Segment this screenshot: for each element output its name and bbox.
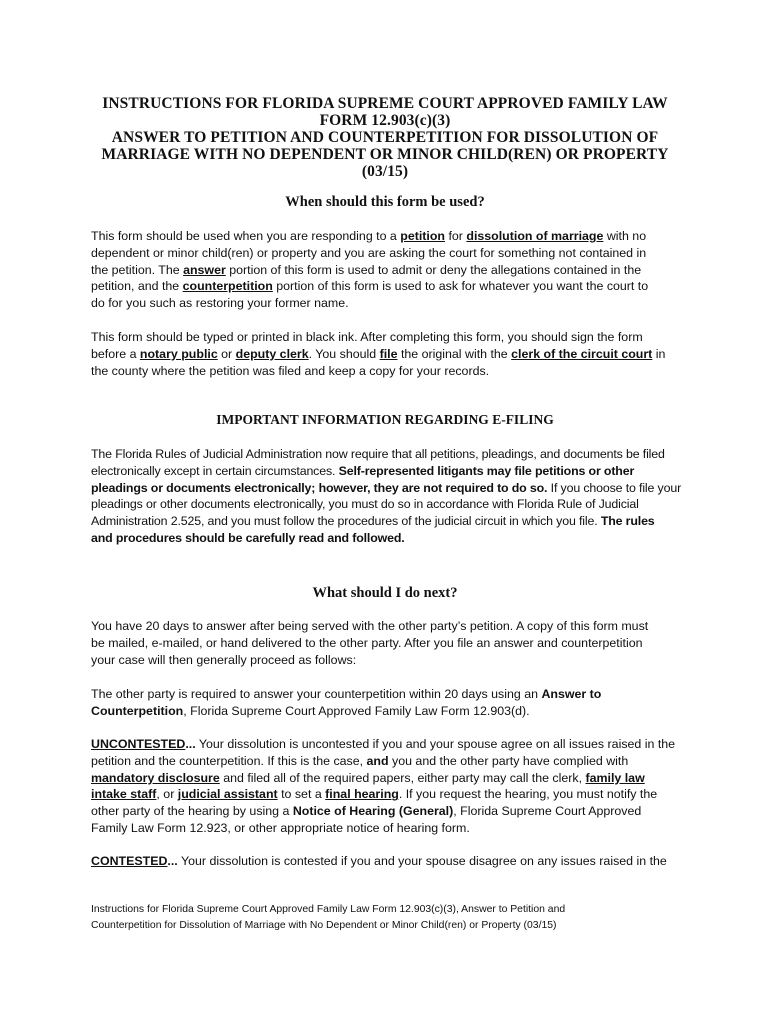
- footer-line: Instructions for Florida Supreme Court Approved Family Law Form 12.903(c)(3), Answer to Petition and: [91, 904, 566, 915]
- section-heading-when-used: When should this form be used?: [285, 194, 485, 210]
- term-clerk-of-circuit-court: clerk of the circuit court: [511, 346, 653, 361]
- term-mandatory-disclosure: mandatory disclosure: [91, 770, 220, 785]
- paragraph-e-filing: The Florida Rules of Judicial Administration now require that all petitions, pleadings, and documents be filed electronically except in certain circumstances. Self-represented litigants may file petitions or other pleadings or documents electronically; however, they are not required to do so. If you choose to file your pleadings or other documents electronically, you must do so in accordance with Florida Rule of Judicial Administration 2.525, and you must follow the procedures of the judicial circuit in which you file. The rules and procedures should be carefully read and followed.: [91, 447, 682, 545]
- title-line: (03/15): [361, 163, 409, 180]
- paragraph-contested: CONTESTED... Your dissolution is contested if you and your spouse disagree on any issues raised in the: [91, 854, 667, 868]
- paragraph-form-usage: This form should be used when you are responding to a petition for dissolution of marriage with no dependent or minor child(ren) or property and you are asking the court for something not contained in the petition. The answer portion of this form is used to admit or deny the allegations contained in the petition, and the counterpetition portion of this form is used to ask for whatever you want the court to do for you such as restoring your former name.: [91, 229, 649, 311]
- footer-line: Counterpetition for Dissolution of Marriage with No Dependent or Minor Child(ren) or Property (03/15): [91, 919, 557, 931]
- section-heading-e-filing: IMPORTANT INFORMATION REGARDING E-FILING: [216, 412, 554, 427]
- term-family-law: family law: [585, 770, 645, 785]
- term-dissolution-of-marriage: dissolution of marriage: [466, 229, 604, 243]
- term-final-hearing: final hearing: [325, 787, 399, 802]
- term-contested: CONTESTED: [91, 854, 168, 868]
- title-line: FORM 12.903(c)(3): [319, 112, 451, 129]
- term-judicial-assistant: judicial assistant: [177, 787, 278, 802]
- term-petition: petition: [400, 229, 446, 243]
- paragraph-answer-deadline: You have 20 days to answer after being served with the other party’s petition. A copy of this form must be mailed, e-mailed, or hand delivered to the other party. After you file an answer and counterpetition your case will then generally proceed as follows:: [91, 619, 649, 667]
- paragraph-filing-instructions: This form should be typed or printed in black ink. After completing this form, you should sign the form before a notary public or deputy clerk. You should file the original with the clerk of the circuit court in the county where the petition was filed and keep a copy for your records.: [91, 330, 666, 378]
- term-intake-staff: intake staff: [91, 787, 157, 802]
- paragraph-other-party-answer: The other party is required to answer your counterpetition within 20 days using an Answer to Counterpetition, Florida Supreme Court Approved Family Law Form 12.903(d).: [91, 687, 602, 718]
- term-counterpetition: counterpetition: [182, 279, 273, 294]
- section-heading-what-next: What should I do next?: [312, 585, 458, 601]
- term-file: file: [379, 346, 398, 361]
- title-line: MARRIAGE WITH NO DEPENDENT OR MINOR CHILD(REN) OR PROPERTY: [101, 146, 669, 163]
- title-line: ANSWER TO PETITION AND COUNTERPETITION FOR DISSOLUTION OF: [111, 129, 659, 146]
- paragraph-uncontested: UNCONTESTED... Your dissolution is uncontested if you and your spouse agree on all issues raised in the petition and the counterpetition. If this is the case, and you and the other party have complied with mandatory disclosure and filed all of the required papers, either party may call the clerk, family law intake staff, or judicial assistant to set a final hearing. If you request the hearing, you must notify the other party of the hearing by using a Notice of Hearing (General), Florida Supreme Court Approved Family Law Form 12.923, or other appropriate notice of hearing form.: [91, 737, 676, 835]
- document-title: [80, 95, 690, 180]
- term-deputy-clerk: deputy clerk: [235, 346, 309, 361]
- term-answer: answer: [183, 262, 226, 277]
- title-line: INSTRUCTIONS FOR FLORIDA SUPREME COURT APPROVED FAMILY LAW: [102, 95, 668, 112]
- term-notary-public: notary public: [139, 346, 218, 361]
- term-uncontested: UNCONTESTED: [91, 737, 186, 751]
- page-footer: [91, 902, 683, 933]
